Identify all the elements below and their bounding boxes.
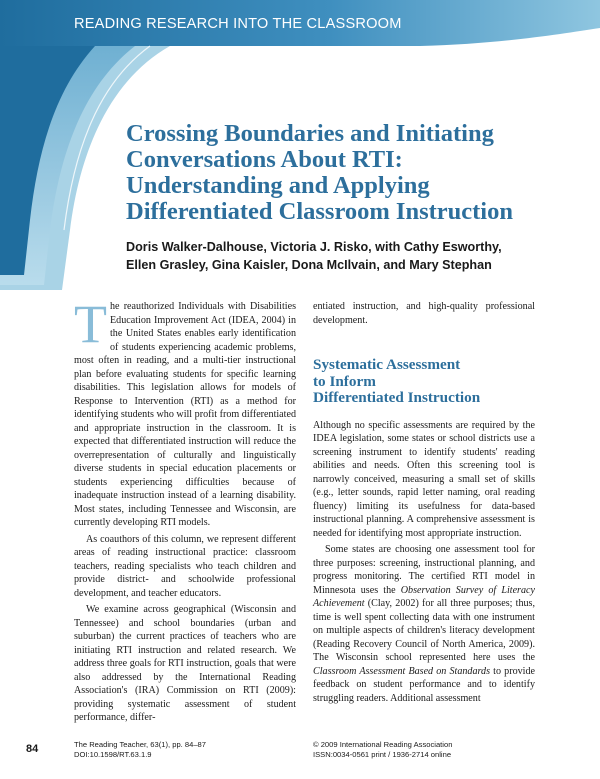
italic-title: Classroom Assessment Based on Standards — [313, 665, 491, 677]
drop-cap: T — [74, 294, 107, 354]
heading-line: Systematic Assessment — [313, 356, 461, 373]
title-line: Crossing Boundaries and Initiating — [126, 120, 494, 147]
intro-paragraph — [74, 294, 296, 530]
italic-title: Observation Survey of Literacy Achievement — [313, 584, 535, 609]
author-line: Ellen Grasley, Gina Kaisler, Dona McIlvain, and Mary Stephan — [126, 258, 492, 272]
text-run: Some states are choosing one assessment tool for three purposes: screening, instructional planning, and progress monitoring. The certified RTI model in Minnesota uses the — [313, 544, 535, 596]
copyright-notice — [313, 740, 452, 760]
issn-line: ISSN:0034-0561 print / 1936-2714 online — [313, 750, 452, 759]
author-line: Doris Walker-Dalhouse, Victoria J. Risko, with Cathy Esworthy, — [126, 240, 502, 254]
copyright-line: © 2009 International Reading Association — [313, 740, 453, 749]
body-paragraph — [313, 543, 535, 705]
continued-paragraph: entiated instruction, and high-quality professional development. — [313, 301, 535, 326]
heading-line: to Inform — [313, 372, 376, 390]
author-list — [126, 238, 586, 274]
section-heading — [313, 357, 535, 407]
body-paragraph: Although no specific assessments are required by the IDEA legislation, some states or school districts use a screening instrument to identify students' reading abilities and needs. Often this screening tool is narrowly conceived, measuring a small set of skills (e.g., letter sounds, rapid letter naming, oral reading fluency) limiting its usefulness for data-based instructional planning. A comprehensive assessment is needed for identifying most appropriate instruction. — [313, 419, 535, 539]
title-line: Conversations About RTI: — [126, 146, 403, 173]
doi-line: DOI:10.1598/RT.63.1.9 — [74, 750, 152, 759]
text-run: to provide feedback on student performance and to identify struggling readers. Additional assessment — [313, 665, 535, 704]
heading-line: Differentiated Instruction — [313, 389, 481, 406]
page-number: 84 — [26, 743, 39, 755]
text-run: (Clay, 2002) for all three purposes; thus, time is well spent collecting data with one instrument on multiple aspects of children's literacy development (Reading Recovery Council of North America, 2009). The Wisconsin school represented here uses the — [313, 598, 535, 663]
article-title — [126, 121, 586, 225]
body-paragraph: As coauthors of this column, we represent different areas of reading instructional practice: classroom teachers, reading specialists who teach children and provide district- and schoolwide professional development, and teacher educators. — [74, 533, 296, 599]
column-header-label: READING RESEARCH INTO THE CLASSROOM — [74, 16, 402, 32]
body-paragraph: We examine across geographical (Wisconsin and Tennessee) and school boundaries (urban and suburban) the current practices of teachers who are initiating RTI instruction and related research. We address three goals for RTI instruction, goals that were also addressed by the International Reading Association's (IRA) Commission on RTI (2009): providing systematic assessment of student performance, differ- — [74, 604, 296, 723]
journal-line: The Reading Teacher, 63(1), pp. 84–87 — [74, 740, 206, 749]
title-line: Understanding and Applying — [126, 172, 430, 199]
title-line: Differentiated Classroom Instruction — [126, 198, 513, 225]
right-column — [313, 300, 535, 705]
intro-text: he reauthorized Individuals with Disabilities Education Improvement Act (IDEA, 2004) in the United States enables early identification of students experiencing academic problems, most often in reading, and a multi-tier instructional plan before evaluating students for specific learning disabilities. This legislation allows for models of Response to Intervention (RTI) as a method for identifying students who will profit from differentiated and appropriate instruction in the classroom. It is expected that differentiated instruction will reduce the overrepresentation of culturally and linguistically diverse students in special education placements or students experiencing difficulties because of inadequate instruction instead of a learning disability. Most states, including Tennessee and Wisconsin, are currently developing RTI models. — [74, 301, 296, 528]
journal-citation — [74, 740, 206, 760]
left-column — [74, 294, 296, 725]
